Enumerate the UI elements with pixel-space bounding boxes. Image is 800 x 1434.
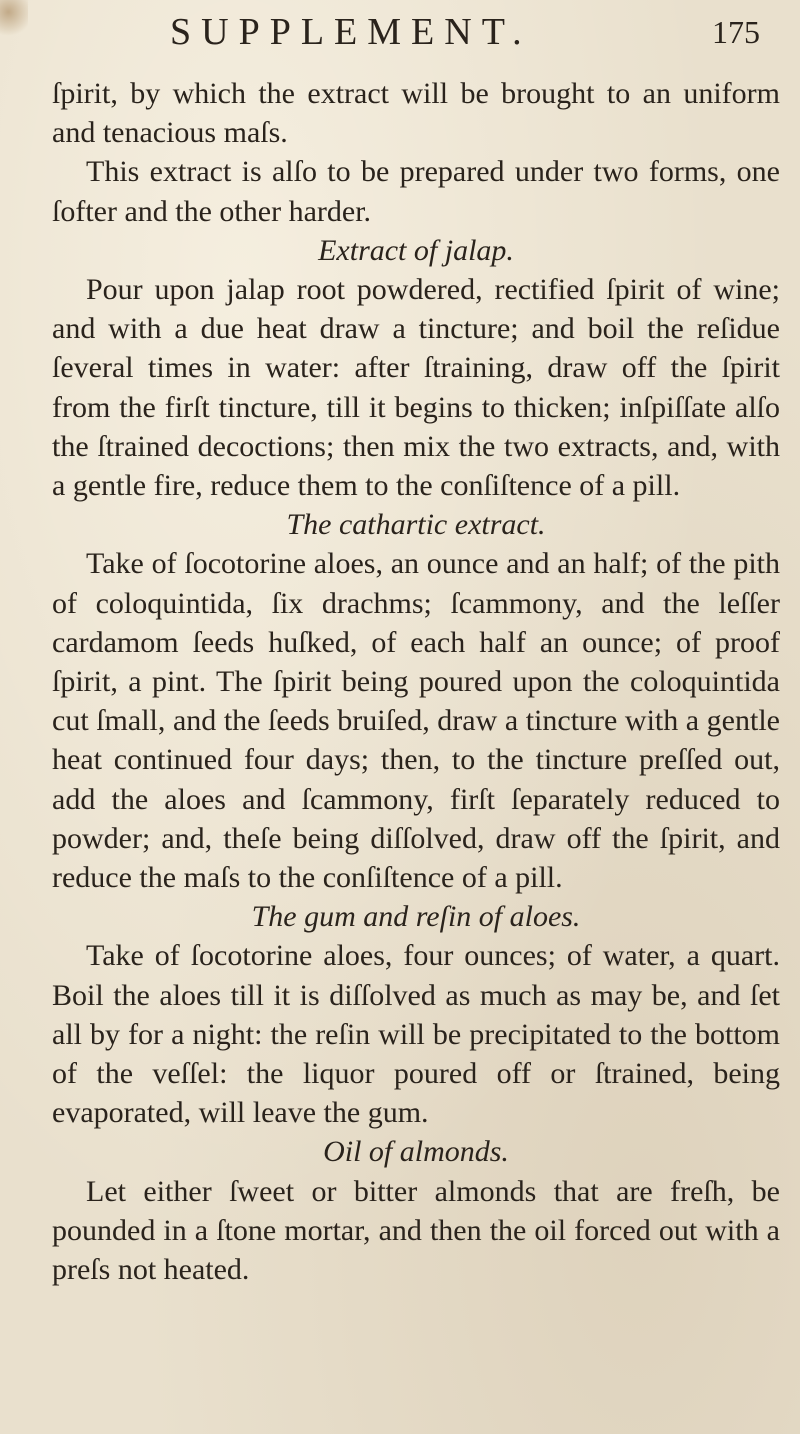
page-body — [52, 74, 780, 1289]
section-heading-almond-oil: Oil of almonds. — [323, 1135, 509, 1169]
section-heading-jalap: Extract of jalap. — [318, 233, 514, 267]
section-heading-cathartic: The cathartic extract. — [286, 508, 546, 542]
page-header — [0, 0, 800, 60]
section-body-jalap: Pour upon jalap root powdered, rectified ſpirit of wine; and with a due heat draw a tincture; and boil the reſidue ſeveral times in water: after ſtraining, draw off the ſpirit from the firſt tincture, till it begins to thicken; inſpiſſate alſo the ſtrained decoctions; then mix the two extracts, and, with a gentle fire, reduce them to the conſiſtence of a pill. — [52, 273, 780, 503]
section-body-almond-oil: Let either ſweet or bitter almonds that are freſh, be pounded in a ſtone mortar, and then the oil forced out with a preſs not heated. — [52, 1174, 780, 1287]
page-number: 175 — [712, 14, 760, 50]
section-body-gum-resin: Take of ſocotorine aloes, four ounces; of water, a quart. Boil the aloes till it is diſſolved as much as may be, and ſet all by for a night: the reſin will be precipitated to the bottom of the veſſel: the liquor poured off or ſtrained, being evaporated, will leave the gum. — [52, 939, 780, 1130]
section-heading-gum-resin: The gum and reſin of aloes. — [251, 900, 581, 934]
paragraph-continued: ſpirit, by which the extract will be brought to an uniform and tenacious maſs. — [52, 77, 780, 150]
paragraph-extract-forms: This extract is alſo to be prepared under two forms, one ſofter and the other harder. — [52, 155, 780, 228]
running-head: SUPPLEMENT. — [170, 11, 532, 53]
section-body-cathartic: Take of ſocotorine aloes, an ounce and an half; of the pith of coloquintida, ſix drachms; ſcammony, and the leſſer cardamom ſeeds huſked, of each half an ounce; of proof ſpirit, a pint. The ſpirit being poured upon the coloquintida cut ſmall, and the ſeeds bruiſed, draw a tincture with a gentle heat continued four days; then, to the tincture preſſed out, add the aloes and ſcammony, firſt ſeparately reduced to powder; and, theſe being diſſolved, draw off the ſpirit, and reduce the maſs to the conſiſtence of a pill. — [52, 547, 780, 895]
